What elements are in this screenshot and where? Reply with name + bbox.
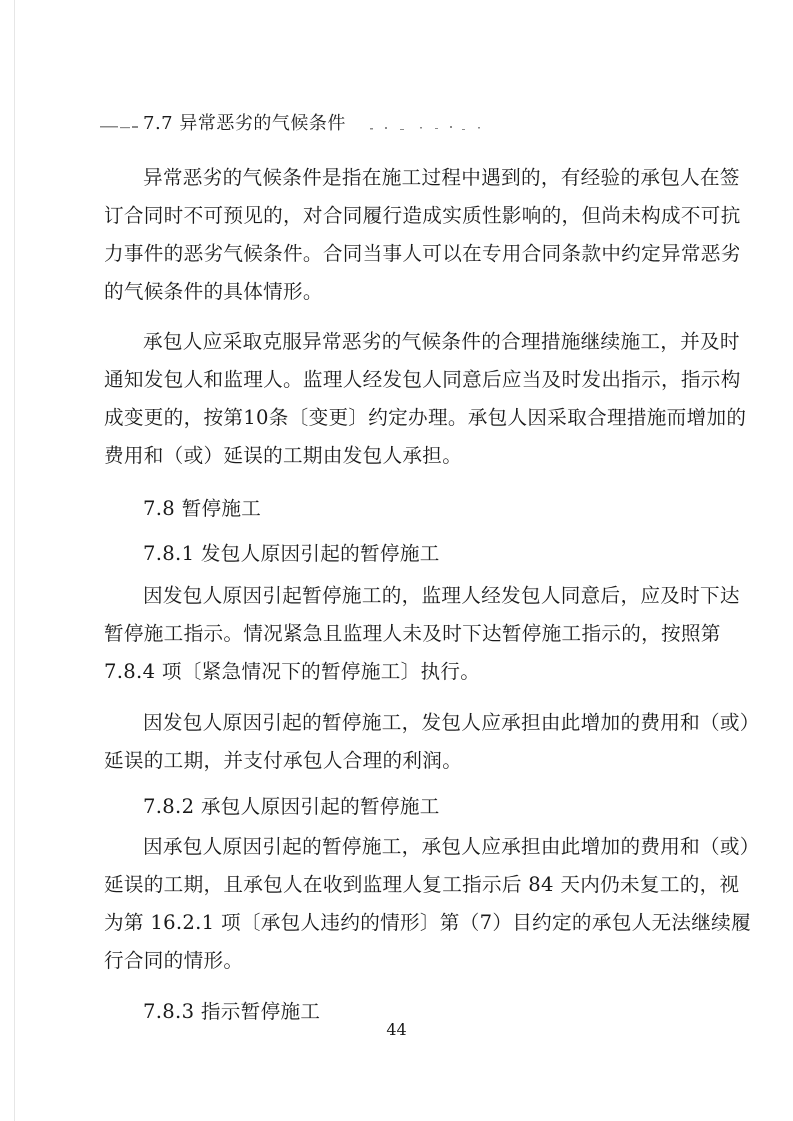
scan-edge	[14, 0, 15, 1121]
text-line: 因承包人原因引起的暂停施工，承包人应承担由此增加的费用和（或）	[143, 835, 760, 858]
text-line: 7.8.2 承包人原因引起的暂停施工	[143, 795, 440, 818]
text-line: 通知发包人和监理人。监理人经发包人同意后应当及时发出指示，指示构	[104, 368, 741, 391]
text-line: 为第 16.2.1 项〔承包人违约的情形〕第（7）目约定的承包人无法继续履	[104, 911, 751, 934]
paragraph-climate-definition	[104, 159, 741, 311]
text-line: 7.8.3 指示暂停施工	[143, 1000, 321, 1023]
text-line: 暂停施工指示。情况紧急且监理人未及时下达暂停施工指示的，按照第	[104, 622, 721, 645]
text-line: 异常恶劣的气候条件是指在施工过程中遇到的，有经验的承包人在签	[143, 166, 740, 189]
text-line: 力事件的恶劣气候条件。合同当事人可以在专用合同条款中约定异常恶劣	[104, 242, 741, 265]
text-line: 因发包人原因引起暂停施工的，监理人经发包人同意后，应及时下达	[143, 584, 740, 607]
paragraph-employer-cause-instruction	[104, 577, 740, 691]
text-line: 承包人应采取克服异常恶劣的气候条件的合理措施继续施工，并及时	[143, 330, 740, 353]
subheading-contractor-cause	[104, 788, 699, 826]
subheading-suspension	[104, 490, 699, 528]
text-line: 7.8.1 发包人原因引起的暂停施工	[143, 542, 440, 565]
section-heading: 7.7 异常恶劣的气候条件	[143, 113, 346, 134]
subheading-employer-cause	[104, 535, 699, 573]
page-number: 44	[386, 1020, 407, 1039]
text-line: 费用和（或）延误的工期由发包人承担。	[104, 444, 463, 467]
text-line: 的气候条件的具体情形。	[104, 280, 323, 303]
paragraph-contractor-measures	[104, 323, 747, 475]
text-line: 7.8.4 项〔紧急情况下的暂停施工〕执行。	[104, 660, 481, 683]
text-line: 成变更的，按第10条〔变更〕约定办理。承包人因采取合理措施而增加的	[104, 406, 747, 429]
text-line: 7.8 暂停施工	[143, 497, 262, 520]
text-line: 行合同的情形。	[104, 949, 244, 972]
text-line: 订合同时不可预见的，对合同履行造成实质性影响的，但尚未构成不可抗	[104, 204, 741, 227]
paragraph-employer-cause-costs	[104, 704, 760, 780]
text-line: 因发包人原因引起的暂停施工，发包人应承担由此增加的费用和（或）	[143, 711, 760, 734]
paragraph-contractor-cause	[104, 828, 760, 980]
text-line: 延误的工期，并支付承包人合理的利润。	[104, 749, 463, 772]
text-line: 延误的工期，且承包人在收到监理人复工指示后 84 天内仍未复工的，视	[104, 873, 740, 896]
